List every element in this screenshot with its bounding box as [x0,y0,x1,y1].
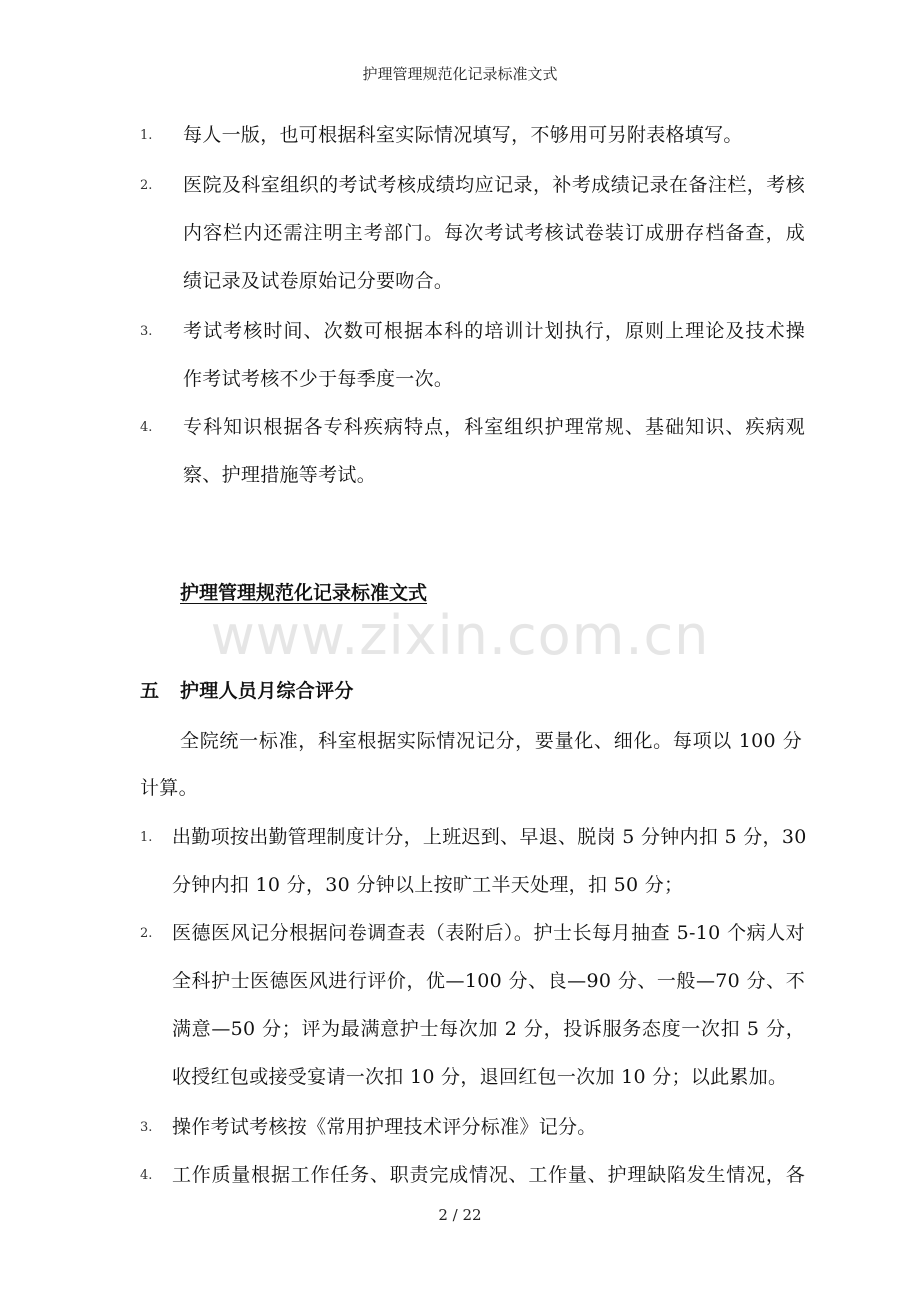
note-line: 绩记录及试卷原始记分要吻合。 [183,270,454,292]
rule-number: 3. [140,1120,153,1135]
note-line: 察、护理措施等考试。 [183,464,377,486]
running-header: 护理管理规范化记录标准文式 [362,65,558,83]
section-number: 五 [140,680,160,702]
rule-number: 2. [140,926,153,941]
intro-line: 全院统一标准，科室根据实际情况记分，要量化、细化。每项以 100 分 [180,730,802,752]
rule-number: 1. [140,830,153,845]
rule-line: 全科护士医德医风进行评价，优—100 分、良—90 分、一般—70 分、不 [172,970,805,992]
page-number: 2 / 22 [438,1206,482,1224]
rule-line: 操作考试考核按《常用护理技术评分标准》记分。 [172,1116,597,1138]
note-line: 考试考核时间、次数可根据本科的培训计划执行，原则上理论及技术操 [183,320,805,342]
section-title: 护理管理规范化记录标准文式 [180,582,428,604]
note-line: 每人一版，也可根据科室实际情况填写，不够用可另附表格填写。 [183,124,743,146]
rule-number: 4. [140,1168,153,1183]
note-line: 作考试考核不少于每季度一次。 [183,368,454,390]
rule-line: 医德医风记分根据问卷调查表（表附后）。护士长每月抽查 5-10 个病人对 [172,922,805,944]
note-line: 内容栏内还需注明主考部门。每次考试考核试卷装订成册存档备查，成 [183,222,805,244]
intro-line: 计算。 [140,777,198,799]
rule-line: 工作质量根据工作任务、职责完成情况、工作量、护理缺陷发生情况，各 [172,1164,805,1186]
note-line: 专科知识根据各专科疾病特点，科室组织护理常规、基础知识、疾病观 [183,416,805,438]
rule-line: 分钟内扣 10 分，30 分钟以上按旷工半天处理，扣 50 分； [172,874,684,896]
note-number: 1. [140,128,153,143]
note-number: 3. [140,324,153,339]
note-line: 医院及科室组织的考试考核成绩均应记录，补考成绩记录在备注栏，考核 [183,174,805,196]
rule-line: 收授红包或接受宴请一次扣 10 分，退回红包一次加 10 分；以此累加。 [172,1066,788,1088]
rule-line: 出勤项按出勤管理制度计分，上班迟到、早退、脱岗 5 分钟内扣 5 分，30 [172,826,807,848]
rule-line: 满意—50 分；评为最满意护士每次加 2 分，投诉服务态度一次扣 5 分， [172,1018,805,1040]
note-number: 2. [140,178,153,193]
note-number: 4. [140,420,153,435]
section-heading: 护理人员月综合评分 [180,680,354,702]
watermark: www.zixin.com.cn [210,604,710,667]
